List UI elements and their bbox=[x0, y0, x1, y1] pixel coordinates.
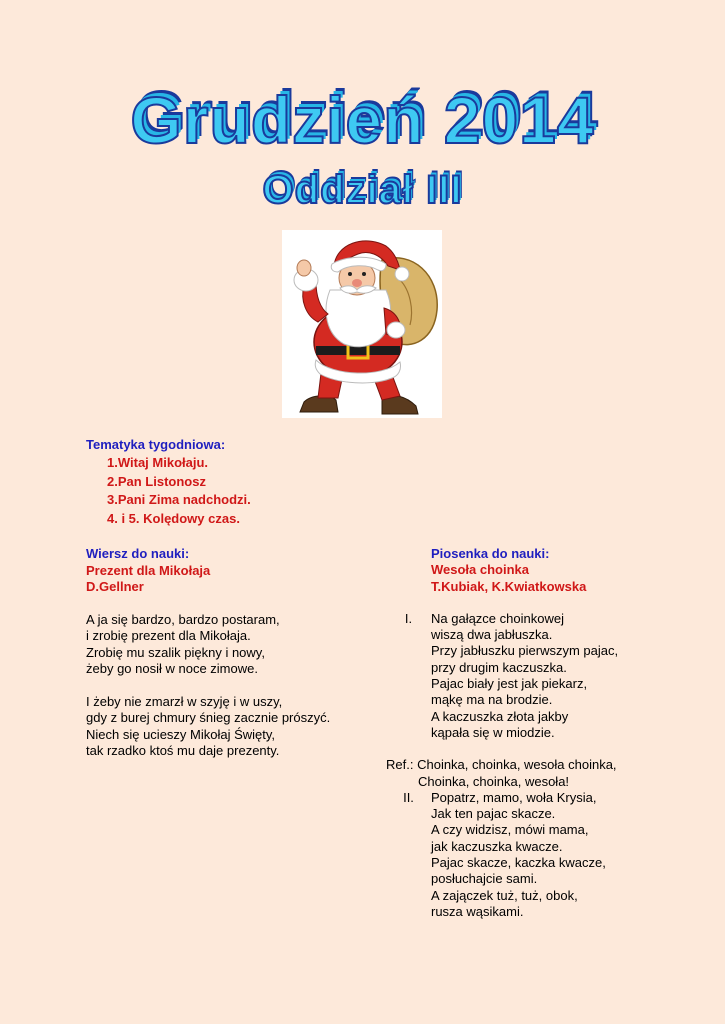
topic-item: 3.Pani Zima nadchodzi. bbox=[107, 492, 251, 507]
poem-stanza bbox=[86, 694, 330, 760]
song-line: Popatrz, mamo, woła Krysia, bbox=[431, 789, 597, 805]
verse-number: I. bbox=[404, 610, 413, 626]
song-line: A zajączek tuż, tuż, obok, bbox=[431, 887, 578, 903]
song-line: rusza wąsikami. bbox=[431, 903, 524, 919]
song-line: mąkę ma na brodzie. bbox=[431, 692, 553, 708]
poem-line: tak rzadko ktoś mu daje prezenty. bbox=[86, 743, 280, 758]
song-line: jak kaczuszka kwacze. bbox=[431, 838, 563, 854]
poem-line: gdy z burej chmury śnieg zacznie prószyć. bbox=[86, 710, 331, 725]
topic-item: 4. i 5. Kolędowy czas. bbox=[107, 510, 240, 526]
poem-line: Zrobię mu szalik piękny i nowy, bbox=[86, 644, 265, 660]
poem-heading: Wiersz do nauki: bbox=[86, 546, 190, 561]
topics-heading: Tematyka tygodniowa: bbox=[86, 437, 226, 452]
song-heading: Piosenka do nauki: bbox=[431, 546, 550, 561]
song-line: A kaczuszka złota jakby bbox=[431, 708, 569, 724]
song-author: T.Kubiak, K.Kwiatkowska bbox=[431, 578, 587, 594]
song-line: przy drugim kaczuszka. bbox=[431, 659, 567, 675]
song-section bbox=[386, 546, 618, 920]
song-title: Wesoła choinka bbox=[431, 562, 530, 578]
poem-stanza bbox=[86, 612, 330, 678]
song-line: A czy widzisz, mówi mama, bbox=[431, 822, 589, 838]
song-line: Jak ten pajac skacze. bbox=[431, 806, 556, 822]
song-verse bbox=[386, 611, 618, 741]
refrain-line: Choinka, choinka, wesoła choinka, bbox=[417, 757, 617, 773]
poem-section bbox=[86, 546, 330, 760]
song-line: Na gałązce choinkowej bbox=[431, 610, 564, 626]
poem-line: I żeby nie zmarzł w szyję i w uszy, bbox=[86, 693, 283, 709]
poem-title: Prezent dla Mikołaja bbox=[86, 562, 211, 578]
page-title: Grudzień 2014 bbox=[130, 83, 595, 157]
verse-number: II. bbox=[403, 789, 414, 805]
song-line: Przy jabłuszku pierwszym pajac, bbox=[431, 643, 619, 659]
refrain-label: Ref.: bbox=[386, 757, 414, 773]
verse-lines bbox=[431, 790, 606, 920]
poem-author: D.Gellner bbox=[86, 579, 144, 594]
poem-line: żeby go nosił w noce zimowe. bbox=[86, 661, 258, 676]
song-verse bbox=[386, 790, 618, 920]
topic-item: 1.Witaj Mikołaju. bbox=[107, 455, 209, 470]
poem-line: Niech się ucieszy Mikołaj Święty, bbox=[86, 726, 276, 742]
song-line: wiszą dwa jabłuszka. bbox=[431, 627, 553, 643]
poem-line: i zrobię prezent dla Mikołaja. bbox=[86, 628, 251, 643]
santa-claus-icon bbox=[282, 230, 442, 418]
song-line: kąpała się w miodzie. bbox=[431, 724, 555, 740]
song-line: Pajac biały jest jak piekarz, bbox=[431, 676, 588, 692]
poem-line: A ja się bardzo, bardzo postaram, bbox=[86, 611, 280, 627]
song-line: posłuchajcie sami. bbox=[431, 871, 538, 887]
santa-claus-illustration bbox=[282, 230, 442, 418]
topic-item: 2.Pan Listonosz bbox=[107, 473, 206, 489]
refrain-line: Choinka, choinka, wesoła! bbox=[418, 773, 570, 789]
weekly-topics bbox=[86, 436, 251, 528]
song-refrain bbox=[386, 757, 618, 773]
verse-lines bbox=[431, 611, 618, 741]
page-subtitle: Oddział III bbox=[262, 168, 463, 212]
song-line: Pajac skacze, kaczka kwacze, bbox=[431, 855, 606, 871]
